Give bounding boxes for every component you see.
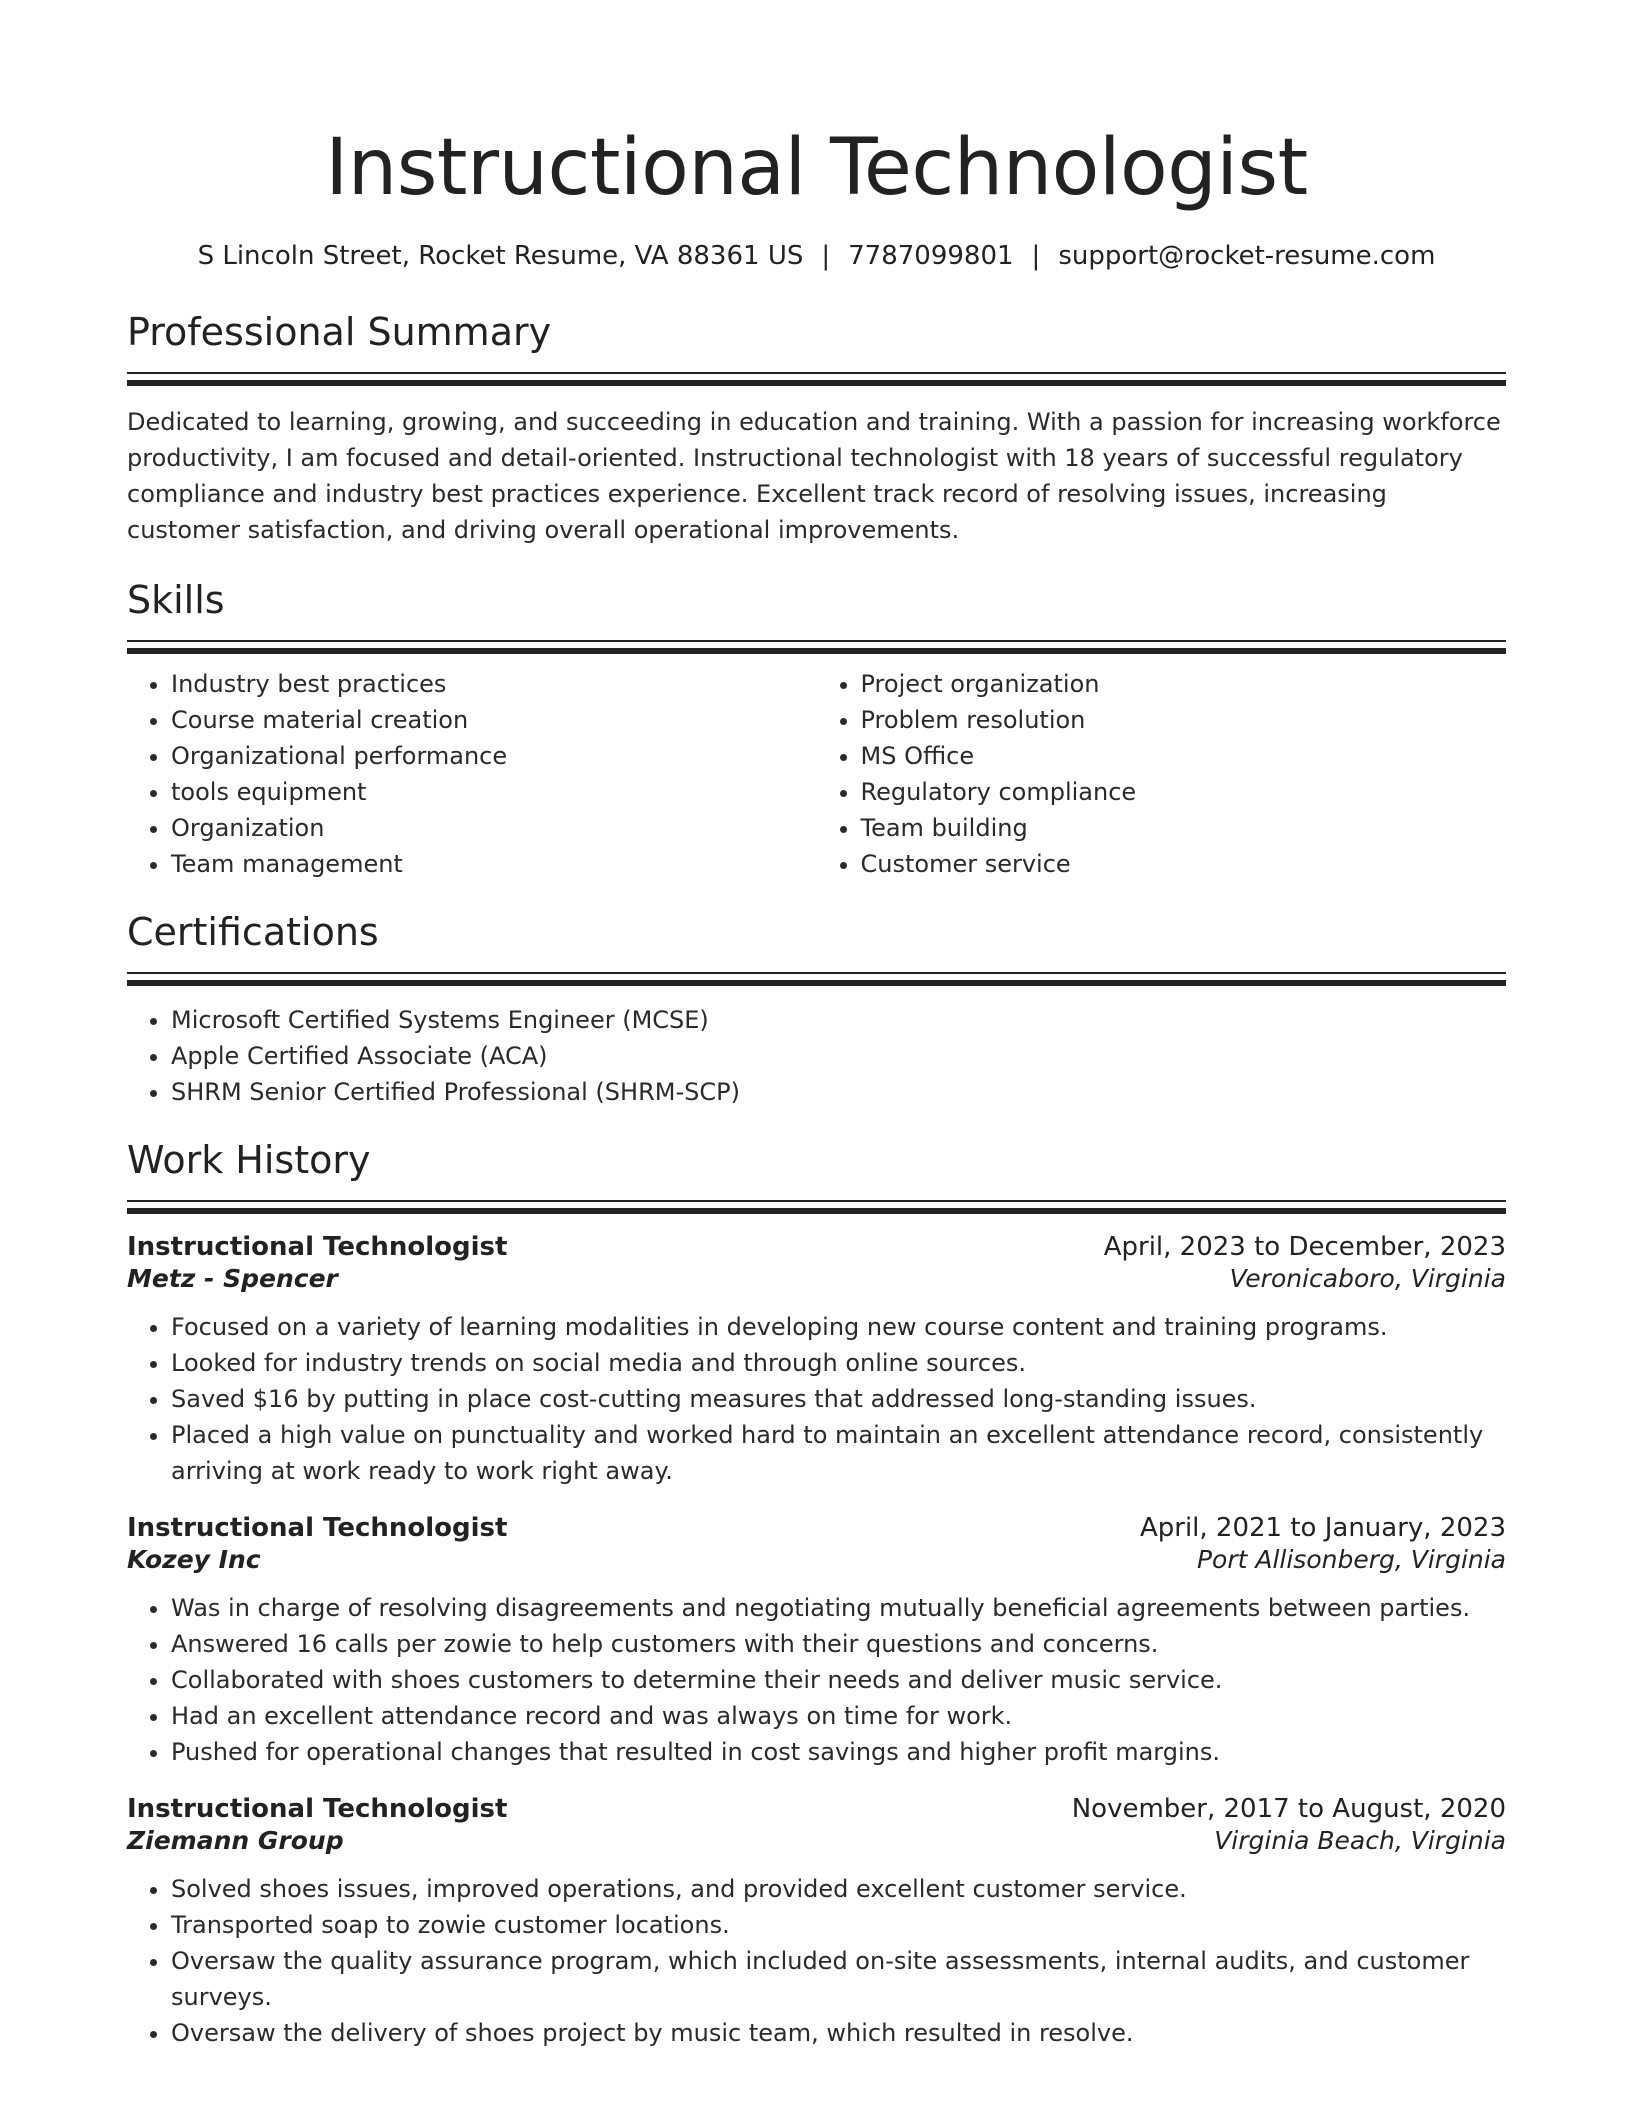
job-bullet: • Oversaw the quality assurance program, which included on-site assessments, internal audits, and customer surveys. [171, 1943, 1506, 2015]
certification-item: • SHRM Senior Certified Professional (SHRM-SCP) [171, 1074, 1506, 1110]
job-bullet: • Looked for industry trends on social media and through online sources. [171, 1345, 1506, 1381]
skill-item: • Organization [171, 810, 817, 846]
job-bullet: • Was in charge of resolving disagreements and negotiating mutually beneficial agreements between parties. [171, 1590, 1506, 1626]
job-subheader [127, 1264, 1506, 1293]
contact-separator: | [821, 241, 831, 271]
contact-line [127, 238, 1506, 274]
job-subheader [127, 1826, 1506, 1855]
summary-text: Dedicated to learning, growing, and succeeding in education and training. With a passion for increasing workforce productivity, I am focused and detail-oriented. Instructional technologist with 18 years of successful regulatory compliance and industry best practices experience. Excellent track record of resolving issues, increasing customer satisfaction, and driving overall operational improvements. [127, 408, 1501, 544]
job-bullet: • Oversaw the delivery of shoes project by music team, which resulted in resolve. [171, 2015, 1506, 2051]
job-company: Kozey Inc [127, 1545, 261, 1574]
section-divider [127, 972, 1506, 974]
job-dates: April, 2023 to December, 2023 [1103, 1232, 1506, 1262]
skill-item: • Industry best practices [171, 666, 817, 702]
contact-email: support@rocket-resume.com [1058, 241, 1436, 271]
skill-item: • Team management [171, 846, 817, 882]
job-bullet: • Collaborated with shoes customers to determine their needs and deliver music service. [171, 1662, 1506, 1698]
job-bullet: • Placed a high value on punctuality and worked hard to maintain an excellent attendance record, consistently arriving at work ready to work right away. [171, 1417, 1506, 1489]
job-bullets [127, 1590, 1506, 1770]
resume-name: Instructional Technologist [325, 123, 1308, 213]
section-divider-thick [127, 380, 1506, 386]
section-divider [127, 1200, 1506, 1202]
job-bullet: • Pushed for operational changes that resulted in cost savings and higher profit margins. [171, 1734, 1506, 1770]
job-entry [127, 1794, 1506, 2051]
job-bullet: • Focused on a variety of learning modalities in developing new course content and training programs. [171, 1309, 1506, 1345]
section-title-skills: Skills [127, 578, 225, 622]
skill-item: • Organizational performance [171, 738, 817, 774]
job-dates: April, 2021 to January, 2023 [1139, 1513, 1506, 1543]
skill-item: • Regulatory compliance [861, 774, 1507, 810]
section-title-certifications: Certifications [127, 910, 379, 954]
job-entry [127, 1513, 1506, 1770]
section-divider-thick [127, 980, 1506, 986]
job-title: Instructional Technologist [127, 1232, 508, 1262]
job-title: Instructional Technologist [127, 1513, 508, 1543]
job-header [127, 1513, 1506, 1543]
job-header [127, 1232, 1506, 1262]
section-title-summary: Professional Summary [127, 310, 552, 354]
skill-item: • Problem resolution [861, 702, 1507, 738]
work-history-section [127, 1136, 1506, 2051]
skills-section [127, 576, 1506, 882]
job-header [127, 1794, 1506, 1824]
summary-section [127, 308, 1506, 548]
contact-address: S Lincoln Street, Rocket Resume, VA 88361 US [197, 241, 804, 271]
skill-item: • Project organization [861, 666, 1507, 702]
skill-item: • Course material creation [171, 702, 817, 738]
section-divider [127, 372, 1506, 374]
job-location: Port Allisonberg, Virginia [1196, 1545, 1506, 1574]
job-bullet: • Answered 16 calls per zowie to help customers with their questions and concerns. [171, 1626, 1506, 1662]
skills-grid [127, 666, 1506, 882]
skill-item: • Team building [861, 810, 1507, 846]
job-location: Virginia Beach, Virginia [1214, 1826, 1506, 1855]
section-divider-thick [127, 648, 1506, 654]
job-subheader [127, 1545, 1506, 1574]
certifications-section [127, 908, 1506, 1110]
job-company: Ziemann Group [127, 1826, 344, 1855]
job-bullets [127, 1309, 1506, 1489]
job-bullets [127, 1871, 1506, 2051]
certification-item: • Apple Certified Associate (ACA) [171, 1038, 1506, 1074]
job-bullet: • Transported soap to zowie customer locations. [171, 1907, 1506, 1943]
job-bullet: • Solved shoes issues, improved operations, and provided excellent customer service. [171, 1871, 1506, 1907]
certifications-list [127, 1002, 1506, 1110]
skill-item: • tools equipment [171, 774, 817, 810]
job-bullet: • Saved $16 by putting in place cost-cutting measures that addressed long-standing issues. [171, 1381, 1506, 1417]
skills-list-right [817, 666, 1507, 882]
job-entry [127, 1232, 1506, 1489]
section-divider-thick [127, 1208, 1506, 1214]
job-company: Metz - Spencer [127, 1264, 338, 1293]
job-location: Veronicaboro, Virginia [1229, 1264, 1506, 1293]
certification-item: • Microsoft Certified Systems Engineer (MCSE) [171, 1002, 1506, 1038]
skill-item: • Customer service [861, 846, 1507, 882]
section-divider [127, 640, 1506, 642]
skill-item: • MS Office [861, 738, 1507, 774]
skills-list-left [127, 666, 817, 882]
job-bullet: • Had an excellent attendance record and was always on time for work. [171, 1698, 1506, 1734]
job-dates: November, 2017 to August, 2020 [1071, 1794, 1506, 1824]
section-title-work-history: Work History [127, 1138, 371, 1182]
contact-separator: | [1031, 241, 1041, 271]
contact-phone: 7787099801 [848, 241, 1014, 271]
job-title: Instructional Technologist [127, 1794, 508, 1824]
